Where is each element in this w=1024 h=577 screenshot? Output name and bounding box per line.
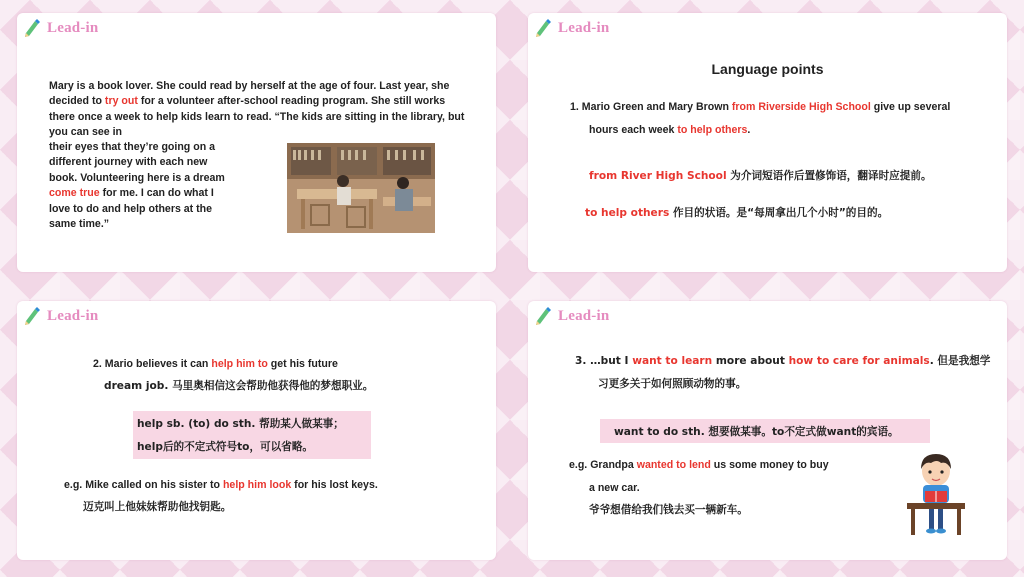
note-1: from River High School 为介词短语作后置修饰语，翻译时应提前。 <box>589 170 932 182</box>
slide-lead-in-3 <box>528 301 1007 560</box>
slide-title: Lead-in <box>47 19 99 36</box>
sentence-line-1: 3. …but I want to learn more about how to care for animals. 但是我想学 <box>575 355 991 367</box>
library-photo <box>287 143 435 233</box>
passage-paragraph-2: their eyes that they’re going on a different journey with each new book. Volunteering here is a dream come true for me. I can do what I love to do and help others at the same time.” <box>49 141 225 231</box>
slide-title: Lead-in <box>47 307 99 324</box>
example-sentence: e.g. Grandpa wanted to lend us some money to buy <box>569 459 829 471</box>
passage-paragraph-1: Mary is a book lover. She could read by herself at the age of four. Last year, she decided to try out for a volunteer after-school reading program. She still works there once a week to help kids learn to read. “The kids are sitting in the library, but you can see in <box>49 80 465 139</box>
slide-header <box>534 18 609 38</box>
slide-title: Lead-in <box>558 19 610 36</box>
pencil-icon <box>534 306 552 326</box>
sentence-line-1: 1. Mario Green and Mary Brown from Riverside High School give up several <box>570 101 951 113</box>
example-translation: 迈克叫上他妹妹帮助他找钥匙。 <box>83 501 232 513</box>
sentence-line-2: hours each week to help others. <box>589 124 751 136</box>
boy-reading-illustration <box>903 451 969 537</box>
sentence-line-2: 习更多关于如何照顾动物的事。 <box>598 378 747 390</box>
pencil-icon <box>23 306 41 326</box>
example-translation: 爷爷想借给我们钱去买一辆新车。 <box>589 504 748 516</box>
note-2: to help others 作目的状语。是“每周拿出几个小时”的目的。 <box>585 207 889 219</box>
slide-lead-in-1 <box>17 13 496 272</box>
pencil-icon <box>534 18 552 38</box>
grammar-note-line-1: help sb. (to) do sth. 帮助某人做某事； <box>137 418 344 430</box>
sentence-line-2: dream job. 马里奥相信这会帮助他获得他的梦想职业。 <box>104 380 374 392</box>
grammar-note-line-2: help后的不定式符号to，可以省略。 <box>137 441 314 453</box>
slide-language-points <box>528 13 1007 272</box>
pencil-icon <box>23 18 41 38</box>
example-sentence-line-2: a new car. <box>589 482 640 494</box>
example-sentence: e.g. Mike called on his sister to help him look for his lost keys. <box>64 479 378 491</box>
grammar-note: want to do sth. 想要做某事。to不定式做want的宾语。 <box>614 426 899 438</box>
slide-title: Lead-in <box>558 307 610 324</box>
slide-header <box>23 18 98 38</box>
slide-header <box>23 306 98 326</box>
slide-lead-in-2 <box>17 301 496 560</box>
slide-header <box>534 306 609 326</box>
sentence-line-1: 2. Mario believes it can help him to get his future <box>93 358 338 370</box>
section-heading: Language points <box>711 61 824 77</box>
